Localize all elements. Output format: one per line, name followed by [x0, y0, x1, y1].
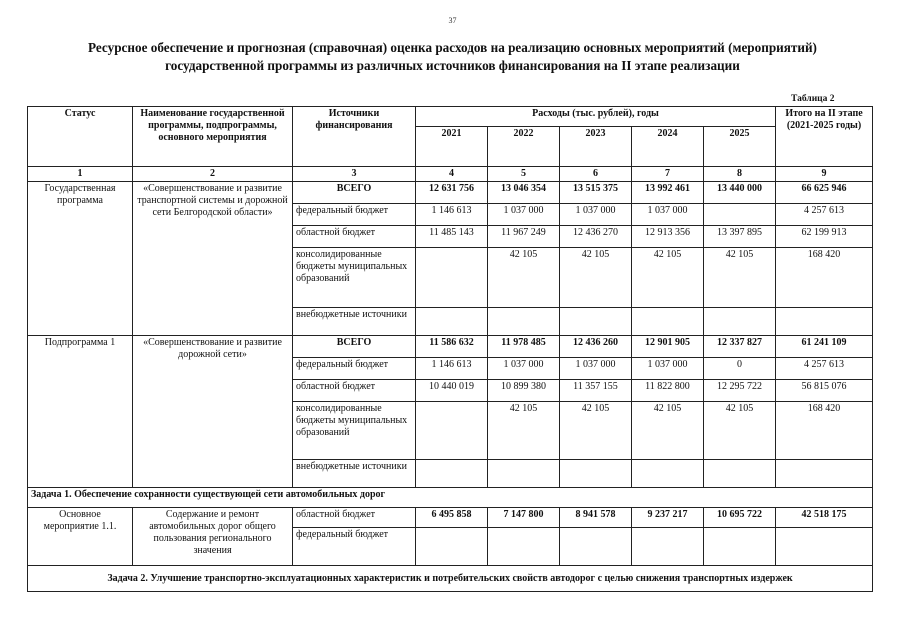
page-number: 37 [448, 16, 457, 25]
subprogram-name: «Совершенствование и развитие дорожной сети» [133, 336, 293, 488]
header-name: Наименование государственной программы, подпрограммы, основного мероприятия [133, 107, 293, 167]
main-event-status: Основное мероприятие 1.1. [28, 508, 133, 566]
value-cell: 11 485 143 [416, 226, 488, 248]
value-cell [704, 528, 776, 566]
value-cell: 10 695 722 [704, 508, 776, 528]
value-cell: 42 105 [704, 402, 776, 460]
state-program-name: «Совершенствование и развитие транспортной системы и дорожной сети Белгородской области» [133, 182, 293, 336]
col-number: 7 [632, 167, 704, 182]
value-cell: 13 046 354 [488, 182, 560, 204]
header-total: Итого на II этапе (2021-2025 годы) [776, 107, 873, 167]
value-cell [416, 402, 488, 460]
value-cell [776, 308, 873, 336]
value-cell: 12 631 756 [416, 182, 488, 204]
value-cell: 4 257 613 [776, 358, 873, 380]
value-cell: 4 257 613 [776, 204, 873, 226]
value-cell: 1 037 000 [560, 204, 632, 226]
budget-table [27, 106, 873, 592]
value-cell [560, 528, 632, 566]
title-line-2: государственной программы из различных источников финансирования на II этапе реализации [165, 58, 740, 73]
value-cell [416, 460, 488, 488]
value-cell [560, 308, 632, 336]
value-cell [776, 460, 873, 488]
value-cell: 1 146 613 [416, 204, 488, 226]
value-cell: 11 822 800 [632, 380, 704, 402]
value-cell: 13 992 461 [632, 182, 704, 204]
col-number: 8 [704, 167, 776, 182]
value-cell: 12 901 905 [632, 336, 704, 358]
value-cell: 42 105 [560, 248, 632, 308]
value-cell: 42 105 [560, 402, 632, 460]
value-cell: 1 037 000 [488, 358, 560, 380]
value-cell [488, 308, 560, 336]
value-cell [704, 308, 776, 336]
source-label: областной бюджет [293, 508, 416, 528]
value-cell: 61 241 109 [776, 336, 873, 358]
task-2-heading: Задача 2. Улучшение транспортно-эксплуатационных характеристик и потребительских свойств автодорог с целью снижения транспортных издержек [28, 566, 873, 592]
value-cell: 12 295 722 [704, 380, 776, 402]
value-cell: 42 105 [704, 248, 776, 308]
value-cell: 13 515 375 [560, 182, 632, 204]
value-cell: 13 440 000 [704, 182, 776, 204]
value-cell: 66 625 946 [776, 182, 873, 204]
header-sources: Источники финансирования [293, 107, 416, 167]
header-status: Статус [28, 107, 133, 167]
value-cell: 12 436 260 [560, 336, 632, 358]
header-year: 2021 [416, 127, 488, 167]
header-year: 2024 [632, 127, 704, 167]
value-cell: 10 899 380 [488, 380, 560, 402]
source-label: областной бюджет [293, 226, 416, 248]
value-cell [416, 308, 488, 336]
header-year: 2022 [488, 127, 560, 167]
source-label: внебюджетные источники [293, 308, 416, 336]
value-cell [488, 460, 560, 488]
value-cell: 62 199 913 [776, 226, 873, 248]
col-number: 3 [293, 167, 416, 182]
col-number: 1 [28, 167, 133, 182]
value-cell [416, 528, 488, 566]
source-label: федеральный бюджет [293, 358, 416, 380]
value-cell: 42 105 [632, 402, 704, 460]
value-cell [776, 528, 873, 566]
value-cell [416, 248, 488, 308]
value-cell [632, 528, 704, 566]
col-number: 6 [560, 167, 632, 182]
value-cell: 11 978 485 [488, 336, 560, 358]
value-cell: 0 [704, 358, 776, 380]
value-cell: 42 105 [488, 402, 560, 460]
value-cell: 1 037 000 [632, 358, 704, 380]
task-1-heading: Задача 1. Обеспечение сохранности существующей сети автомобильных дорог [28, 488, 873, 508]
value-cell: 168 420 [776, 248, 873, 308]
source-label: областной бюджет [293, 380, 416, 402]
value-cell [632, 308, 704, 336]
value-cell: 12 337 827 [704, 336, 776, 358]
value-cell: 1 037 000 [632, 204, 704, 226]
col-number: 2 [133, 167, 293, 182]
value-cell: 8 941 578 [560, 508, 632, 528]
title-line-1: Ресурсное обеспечение и прогнозная (справочная) оценка расходов на реализацию основных мероприятий (мероприятий) [88, 40, 817, 55]
value-cell: 11 357 155 [560, 380, 632, 402]
value-cell: 1 037 000 [560, 358, 632, 380]
value-cell: 11 586 632 [416, 336, 488, 358]
value-cell: 1 037 000 [488, 204, 560, 226]
source-label: внебюджетные источники [293, 460, 416, 488]
value-cell: 42 518 175 [776, 508, 873, 528]
source-label: консолидированные бюджеты муниципальных образований [293, 402, 416, 460]
col-number: 4 [416, 167, 488, 182]
value-cell: 11 967 249 [488, 226, 560, 248]
table-label: Таблица 2 [791, 94, 835, 104]
value-cell [704, 204, 776, 226]
value-cell [632, 460, 704, 488]
header-year: 2025 [704, 127, 776, 167]
value-cell: 42 105 [632, 248, 704, 308]
value-cell: 1 146 613 [416, 358, 488, 380]
value-cell: 12 436 270 [560, 226, 632, 248]
value-cell: 12 913 356 [632, 226, 704, 248]
value-cell [488, 528, 560, 566]
state-program-status: Государственная программа [28, 182, 133, 336]
value-cell: 10 440 019 [416, 380, 488, 402]
document-title [20, 39, 885, 75]
source-label: федеральный бюджет [293, 204, 416, 226]
source-label: ВСЕГО [293, 182, 416, 204]
value-cell: 6 495 858 [416, 508, 488, 528]
source-label: федеральный бюджет [293, 528, 416, 566]
source-label: консолидированные бюджеты муниципальных образований [293, 248, 416, 308]
subprogram-status: Подпрограмма 1 [28, 336, 133, 488]
value-cell [560, 460, 632, 488]
value-cell: 13 397 895 [704, 226, 776, 248]
value-cell [704, 460, 776, 488]
main-event-name: Содержание и ремонт автомобильных дорог общего пользования регионального значения [133, 508, 293, 566]
col-number: 5 [488, 167, 560, 182]
source-label: ВСЕГО [293, 336, 416, 358]
header-expenses: Расходы (тыс. рублей), годы [416, 107, 776, 127]
value-cell: 42 105 [488, 248, 560, 308]
value-cell: 9 237 217 [632, 508, 704, 528]
col-number: 9 [776, 167, 873, 182]
value-cell: 168 420 [776, 402, 873, 460]
header-year: 2023 [560, 127, 632, 167]
value-cell: 56 815 076 [776, 380, 873, 402]
value-cell: 7 147 800 [488, 508, 560, 528]
